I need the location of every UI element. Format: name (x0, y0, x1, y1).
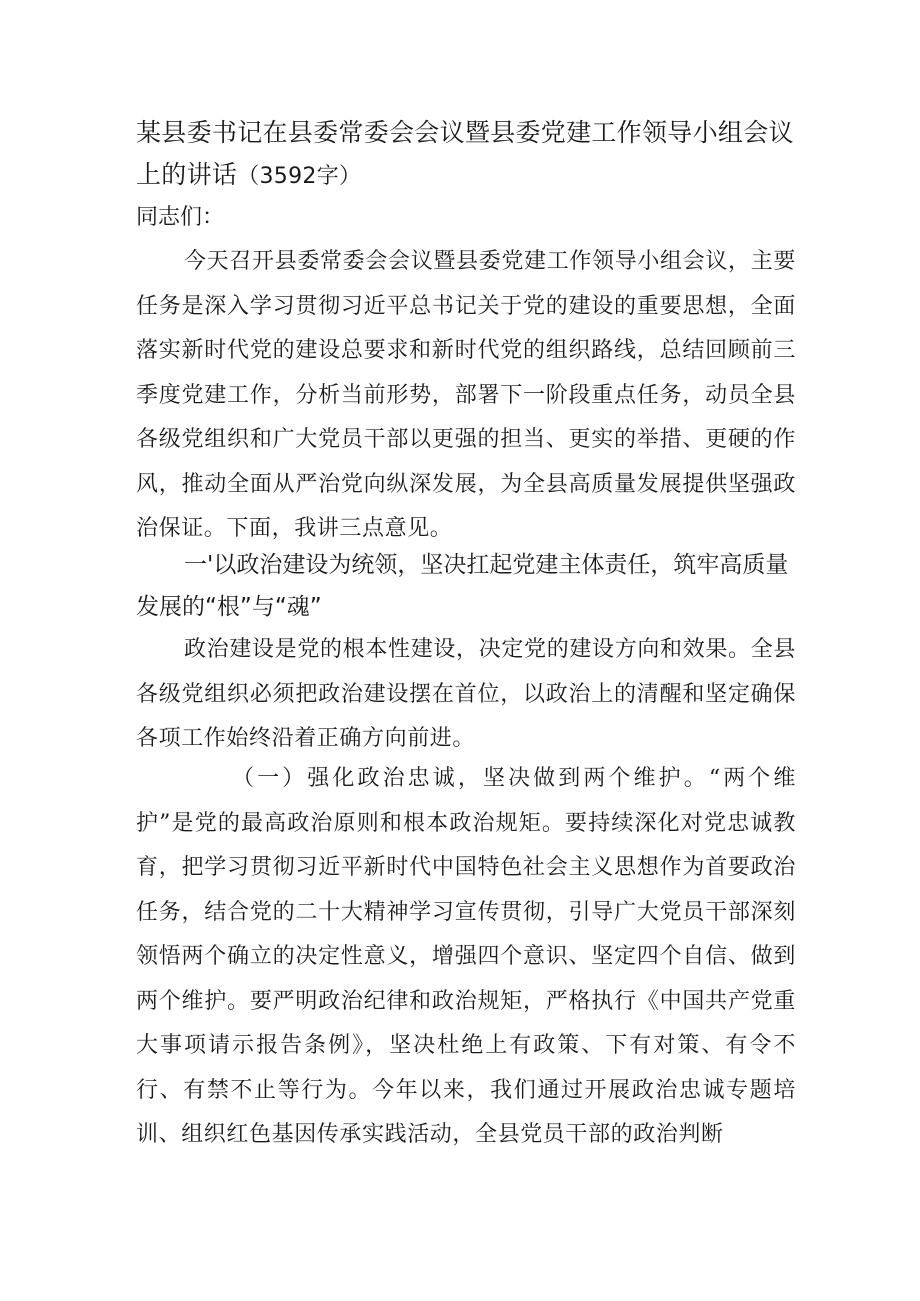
section-heading-1: 一'以政治建设为统领，坚决扛起党建主体责任，筑牢高质量发展的“根”与“魂” (136, 552, 789, 620)
intro-paragraph: 今天召开县委常委会会议暨县委党建工作领导小组会议，主要任务是深入学习贯彻习近平总书记关于党的建设的重要思想，全面落实新时代党的建设总要求和新时代党的组织路线，总结回顾前三季度党建工作，分析当前形势，部署下一阶段重点任务，动员全县各级党组织和广大党员干部以更强的担当、更实的举措、更硬的作风，推动全面从严治党向纵深发展，为全县高质量发展提供坚强政治保证。下面，我讲三点意见。 (136, 249, 796, 541)
document-title (136, 112, 796, 198)
political-paragraph: 政治建设是党的根本性建设，决定党的建设方向和效果。全县各级党组织必须把政治建设摆在首位，以政治上的清醒和坚定确保各项工作始终沿着正确方向前进。 (136, 637, 796, 751)
subsection-paragraph-1: （一）强化政治忠诚，坚决做到两个维护。“两个维护”是党的最高政治原则和根本政治规矩。要持续深化对党忠诚教育，把学习贯彻习近平新时代中国特色社会主义思想作为首要政治任务，结合党的二十大精神学习宣传贯彻，引导广大党员干部深刻领悟两个确立的决定性意义，增强四个意识、坚定四个自信、做到两个维护。要严明政治纪律和政治规矩，严格执行《中国共产党重大事项请示报告条例》，坚决杜绝上有政策、下有对策、有令不行、有禁不止等行为。今年以来，我们通过开展政治忠诚专题培训、组织红色基因传承实践活动，全县党员干部的政治判断 (136, 766, 796, 1147)
greeting: 同志们： (136, 205, 225, 230)
title-word-count: （3592字） (237, 164, 362, 189)
title-text: 某县委书记在县委常委会会议暨县委党建工作领导小组会议上的讲话 (136, 118, 794, 189)
